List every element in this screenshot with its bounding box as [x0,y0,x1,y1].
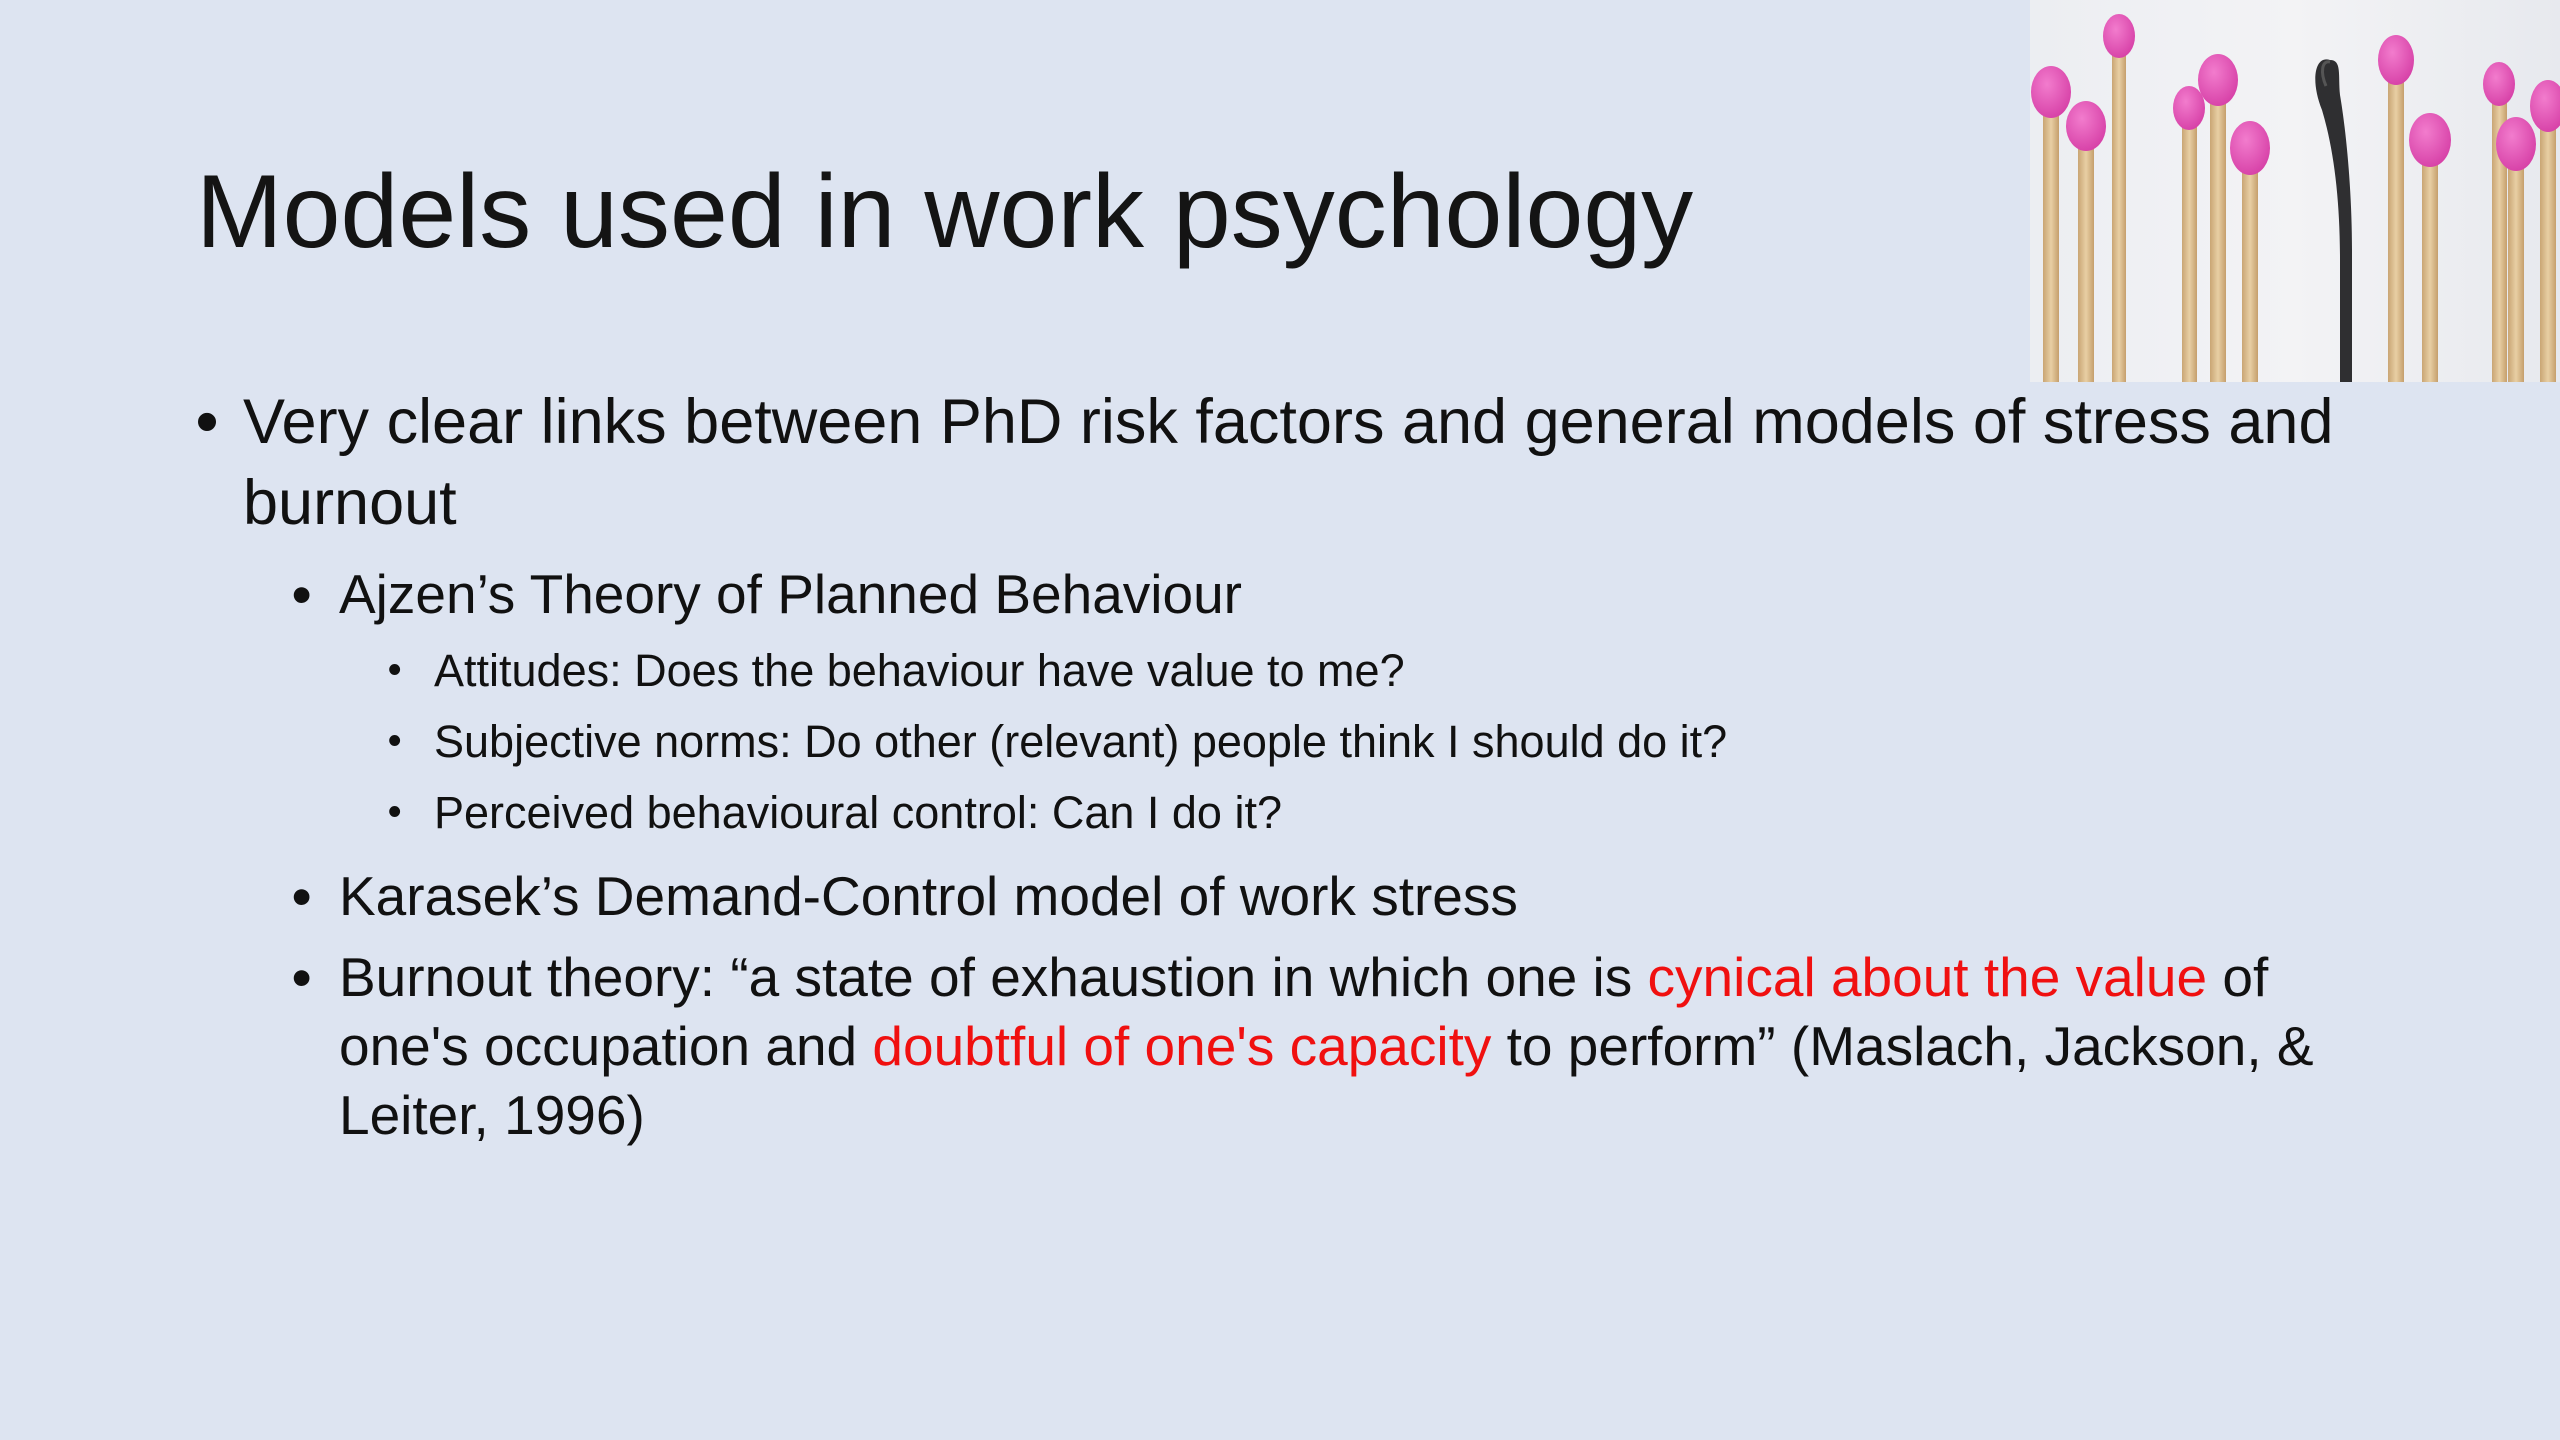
bullet-text: Subjective norms: Do other (relevant) people think I should do it? [434,716,1728,767]
bullet-dot: • [388,649,402,691]
bullet-dot: • [388,720,402,762]
bullet-text: Perceived behavioural control: Can I do it? [434,787,1282,838]
bullet-text: Karasek’s Demand-Control model of work stress [339,865,1518,927]
bullet-text-part1: Burnout theory: “a state of exhaustion in which one is [339,946,1648,1008]
bullet-text-part2: of one's occupation and [339,946,2269,1077]
bullet-dot: • [292,563,312,625]
highlight-cynical: cynical about the value [1647,946,2208,1008]
bullet-text: Ajzen’s Theory of Planned Behaviour [339,563,1242,625]
bullet-l3-control [196,777,2396,848]
bullet-text-part3: to perform” (Maslach, Jackson, & Leiter, 1996) [339,1015,2314,1146]
highlight-doubtful: doubtful of one's capacity [872,1015,1492,1077]
bullet-dot: • [388,791,402,833]
slide-body [196,382,2396,1150]
bullet-l3-attitudes [196,635,2396,706]
matches-illustration [2030,0,2560,382]
bullet-dot: • [292,946,312,1008]
matches-photo [2030,0,2560,382]
bullet-l2-burnout [196,943,2396,1150]
slide-title: Models used in work psychology [196,154,1694,270]
bullet-l3-norms [196,706,2396,777]
bullet-dot: • [292,865,312,927]
bullet-text: Very clear links between PhD risk factors and general models of stress and burnout [243,387,2334,538]
bullet-l2-karasek [196,862,2396,931]
bullet-l2-ajzen [196,560,2396,629]
bullet-l1-links [196,382,2396,544]
bullet-text: Attitudes: Does the behaviour have value to me? [434,645,1405,696]
bullet-dot: • [196,387,219,457]
